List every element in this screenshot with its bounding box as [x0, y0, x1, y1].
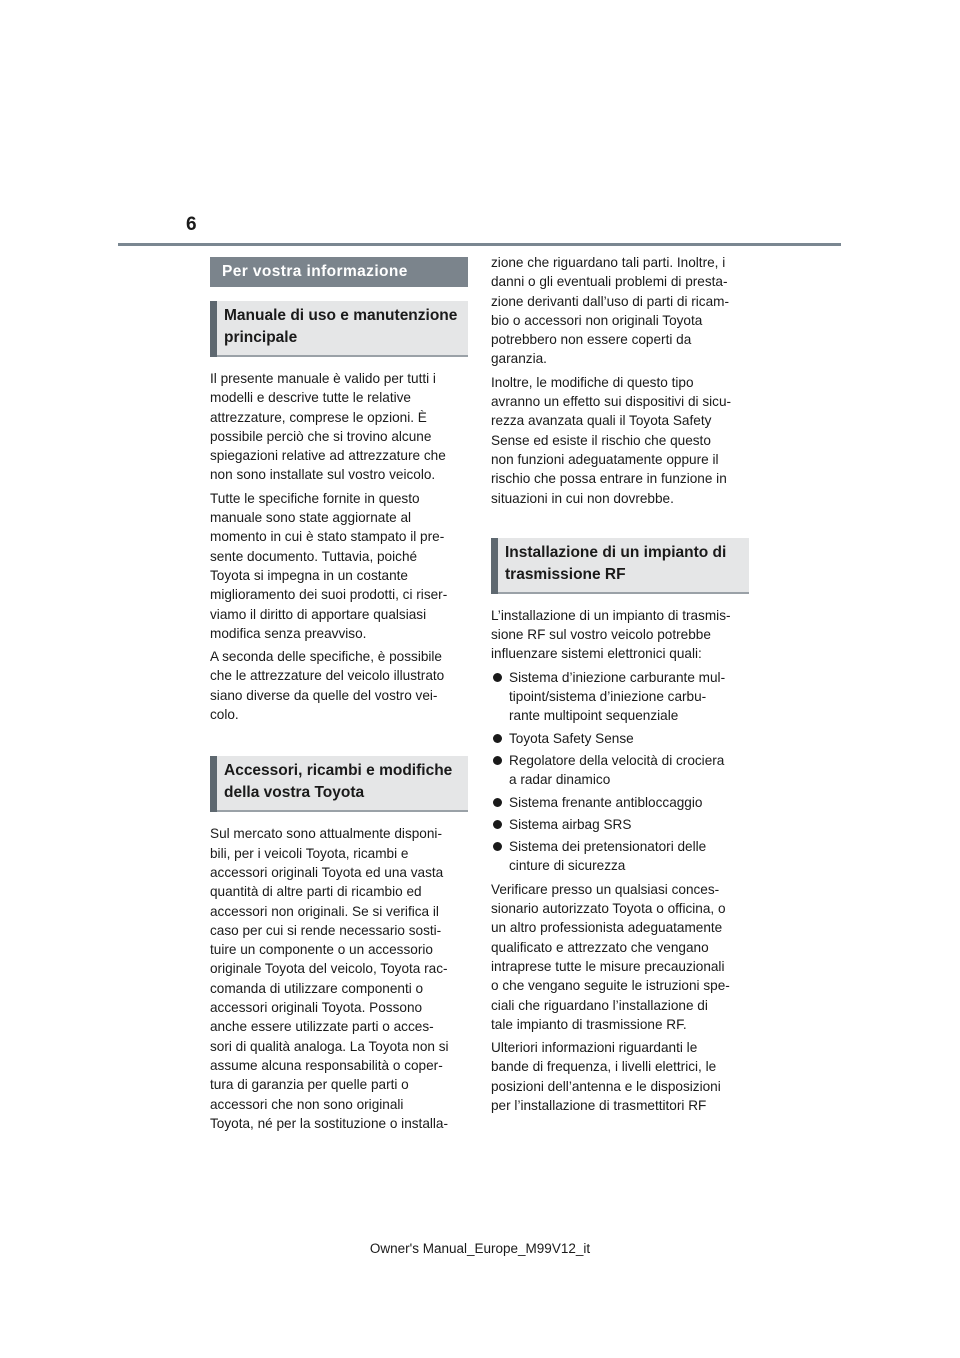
paragraph: Sul mercato sono attualmente disponi- bili, per i veicoli Toyota, ricambi e accessori originali Toyota ed una vasta quantità di altre parti di ricambio ed accessori non originali. Se si verifica il caso per cui si rende necessario sosti- tuire un componente o un accessorio originale Toyota del veicolo, Toyota rac- comanda di utilizzare componenti o accessori originali Toyota. Possono anche essere utilizzate parti o acces- sori di qualità analoga. La Toyota non si assume alcuna responsabilità o coper- tura di garanzia per quelle parti o accessori che non sono originali Toyota, né per la sostituzione o installa-	[210, 826, 449, 1131]
bullet-icon	[493, 798, 502, 807]
list-item-text: Regolatore della velocità di crociera a radar dinamico	[509, 752, 725, 788]
paragraph: Il presente manuale è valido per tutti i modelli e descrive tutte le relative attrezzature, comprese le opzioni. È possibile perciò che si trovino alcune spiegazioni relative ad attrezzature che non sono installate sul vostro veicolo.	[210, 371, 446, 483]
bullet-icon	[493, 734, 502, 743]
left-column	[210, 257, 468, 1137]
header-divider	[118, 243, 841, 246]
list-item	[491, 751, 749, 790]
page-number: 6	[186, 214, 197, 235]
list-item-text: Sistema airbag SRS	[509, 816, 632, 832]
list-item	[491, 815, 749, 834]
right-column	[491, 253, 749, 1119]
subsection-heading-rf: Installazione di un impianto di trasmissione RF	[491, 538, 749, 594]
paragraph: Verificare presso un qualsiasi conces- sionario autorizzato Toyota o officina, o un altro professionista adeguatamente qualificato e attrezzato che vengano intraprese tutte le misure precauzionali o che vengano seguite le istruzioni spe- ciali che riguardano l’installazione di tale impianto di trasmissione RF.	[491, 881, 730, 1032]
bullet-icon	[493, 820, 502, 829]
paragraph: L’installazione di un impianto di trasmis- sione RF sul vostro veicolo potrebbe influenzare sistemi elettronici quali:	[491, 607, 731, 662]
list-item	[491, 729, 749, 748]
section-title: Per vostra informazione	[210, 257, 468, 287]
paragraph: Inoltre, le modifiche di questo tipo avranno un effetto sui dispositivi di sicu- rezza avanzata quali il Toyota Safety Sense ed esiste il rischio che questo non funzioni adeguatamente oppure il rischio che possa entrare in funzione in situazioni in cui non dovrebbe.	[491, 374, 732, 506]
subsection-heading-accessories: Accessori, ricambi e modifiche della vostra Toyota	[210, 756, 468, 812]
bullet-list	[491, 668, 749, 876]
list-item-text: Sistema d’iniezione carburante mul- tipoint/sistema d’iniezione carbu- rante multipoint sequenziale	[509, 669, 726, 724]
paragraph: A seconda delle specifiche, è possibile che le attrezzature del veicolo illustrato siano diverse da quelle del vostro vei- colo.	[210, 649, 445, 723]
bullet-icon	[493, 756, 502, 765]
paragraph: Tutte le specifiche fornite in questo manuale sono state aggiornate al momento in cui è stato stampato il pre- sente documento. Tuttavia, poiché Toyota si impegna in un costante miglioramento dei suoi prodotti, ci riser- viamo il diritto di apportare qualsiasi modifica senza preavviso.	[210, 490, 448, 641]
subsection-heading-manual: Manuale di uso e manutenzione principale	[210, 301, 468, 357]
list-item	[491, 837, 749, 876]
bullet-icon	[493, 842, 502, 851]
footer-manual-id: Owner's Manual_Europe_M99V12_it	[369, 1241, 591, 1256]
paragraph: zione che riguardano tali parti. Inoltre, i danni o gli eventuali problemi di presta- zione derivanti dall’uso di parti di ricam- bio o accessori non originali Toyota potrebbero non essere coperti da garanzia.	[491, 255, 729, 367]
paragraph: Ulteriori informazioni riguardanti le bande di frequenza, i livelli elettrici, le posizioni dell’antenna e le disposizioni per l’installazione di trasmettitori RF	[491, 1040, 721, 1113]
list-item	[491, 793, 749, 812]
list-item-text: Toyota Safety Sense	[509, 730, 634, 746]
list-item	[491, 668, 749, 726]
bullet-icon	[493, 673, 502, 682]
list-item-text: Sistema dei pretensionatori delle cinture di sicurezza	[509, 839, 707, 874]
list-item-text: Sistema frenante antibloccaggio	[509, 794, 703, 810]
